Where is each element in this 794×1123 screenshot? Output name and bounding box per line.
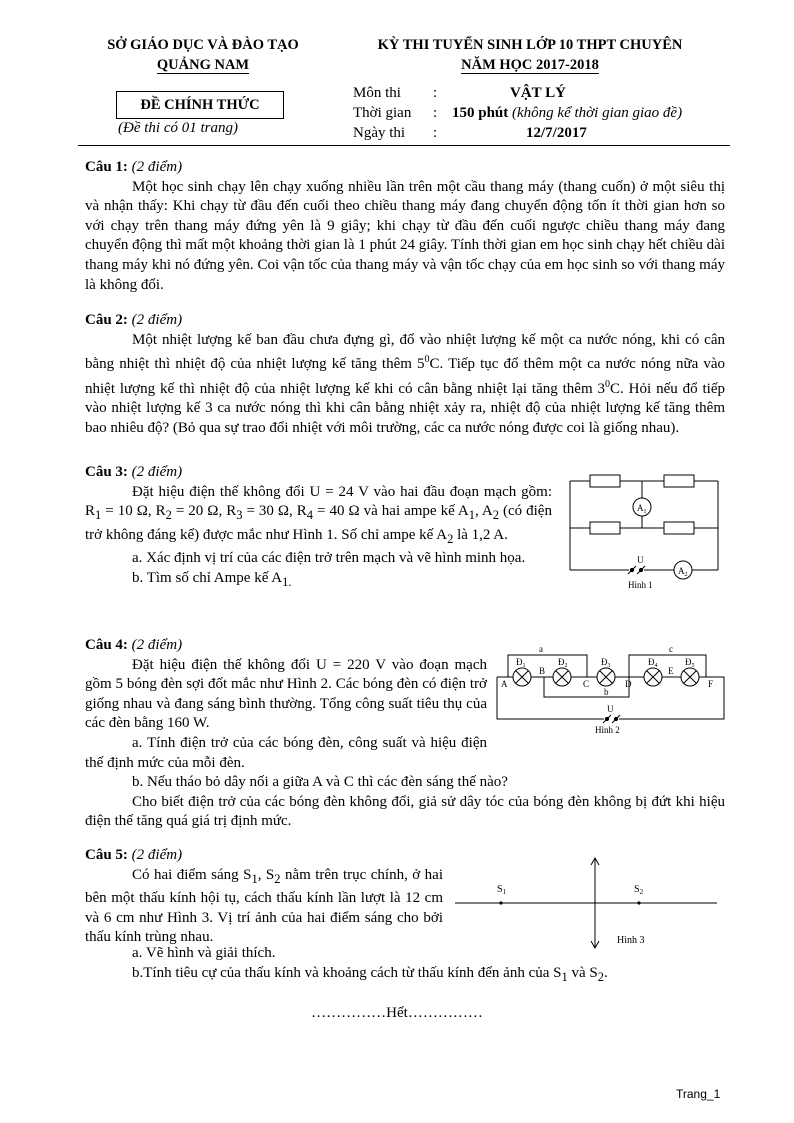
figure-3-lens bbox=[455, 855, 720, 950]
q3-t4: = 30 Ω, R bbox=[242, 503, 307, 520]
label-d4: $Đ_4$ bbox=[648, 657, 658, 669]
degree-sup: 0 bbox=[424, 354, 430, 366]
q5-b1: b.Tính tiêu cự của thấu kính và khoảng cách từ thấu kính đến ảnh của S bbox=[132, 964, 562, 981]
node-e: E bbox=[668, 666, 674, 676]
time-colon: : bbox=[433, 105, 438, 121]
question-2 bbox=[85, 311, 725, 439]
node-f: F bbox=[708, 679, 714, 689]
node-d: D bbox=[625, 679, 632, 689]
time-label: Thời gian bbox=[353, 105, 412, 121]
school-year-label: NĂM HỌC 2017-2018 bbox=[461, 57, 599, 73]
sub: 3 bbox=[236, 508, 243, 523]
department-name: SỞ GIÁO DỤC VÀ ĐÀO TẠO bbox=[107, 37, 299, 53]
label-d5: $Đ_5$ bbox=[685, 657, 695, 669]
end-marker: ……………Hết…………… bbox=[311, 1005, 483, 1021]
time-value bbox=[452, 105, 682, 122]
a1-label: $A_1$ bbox=[637, 503, 647, 515]
q5-b3: . bbox=[603, 964, 608, 981]
resistor-top-right bbox=[664, 475, 694, 487]
degree-sup: 0 bbox=[605, 378, 611, 390]
q5-t1: Có hai điểm sáng S bbox=[132, 866, 252, 883]
sub: 2 bbox=[492, 508, 499, 523]
node-c: C bbox=[583, 679, 590, 689]
q2-text-a: Một nhiệt lượng kế ban đầu chưa đựng gì, đổ vào nhiệt lượng kế một ca nước nóng, khi có cân bằng nhiệt thì nhiệt độ của nhiệt lượng kế tăng thêm 5 bbox=[85, 331, 725, 373]
question-5 bbox=[85, 846, 443, 948]
exam-title: KỲ THI TUYỂN SINH LỚP 10 THPT CHUYÊN bbox=[377, 37, 683, 53]
q3-part-a: a. Xác định vị trí của các điện trở trên mạch và vẽ hình minh họa. bbox=[132, 550, 526, 567]
q3-part-b bbox=[85, 569, 552, 593]
wire-b-label: b bbox=[604, 687, 609, 697]
sub-dot: . bbox=[288, 574, 292, 589]
u-label: U bbox=[607, 704, 614, 714]
sub: 1 bbox=[251, 871, 258, 886]
subject-label: Môn thi bbox=[353, 85, 401, 101]
q2-points: (2 điểm) bbox=[131, 312, 183, 328]
question-4-cont bbox=[85, 773, 725, 832]
q5-b2: và S bbox=[567, 964, 598, 981]
q5-part-b bbox=[85, 964, 725, 988]
date-label: Ngày thi bbox=[353, 125, 406, 141]
q5-part-a: a. Vẽ hình và giải thích. bbox=[132, 945, 276, 961]
q2-text-b: C. Tiếp tục đổ thêm một ca nước nóng nữa vào nhiệt lượng kế thì nhiệt độ của nhiệt lượng kế khi có cân bằng nhiệt lại tăng thêm 3 bbox=[85, 356, 725, 397]
q3-t2: = 10 Ω, R bbox=[101, 503, 166, 520]
q3-part-b-text: b. Tìm số chỉ Ampe kế A bbox=[132, 569, 283, 586]
time-note: (không kể thời gian giao đề) bbox=[512, 105, 683, 121]
wire-a-label: a bbox=[539, 644, 543, 654]
header-rule bbox=[78, 145, 730, 146]
q2-text bbox=[85, 331, 725, 439]
time-minutes: 150 phút bbox=[452, 105, 509, 121]
date-colon: : bbox=[433, 125, 438, 141]
q5-text bbox=[85, 866, 443, 948]
q4-points: (2 điểm) bbox=[131, 637, 183, 653]
q3-title: Câu 3: bbox=[85, 464, 128, 480]
figure-3-caption: Hình 3 bbox=[617, 935, 645, 946]
province-name bbox=[78, 57, 328, 74]
label-d1: $Đ_1$ bbox=[516, 657, 526, 669]
label-d3: $Đ_3$ bbox=[601, 657, 611, 669]
label-s1: $S_1$ bbox=[497, 884, 507, 896]
q4-note: Cho biết điện trở của các bóng đèn không đổi, giả sử dây tóc của bóng đèn không bị đứt khi hiệu điện thế tăng quá giá trị định mức. bbox=[85, 793, 725, 830]
date-value: 12/7/2017 bbox=[526, 125, 587, 141]
q4-title: Câu 4: bbox=[85, 637, 128, 653]
q3-t1: Đặt hiệu điện thế không đổi U = 24 V vào hai đầu đoạn mạch gồm: R bbox=[85, 483, 552, 520]
sub-digit: 1 bbox=[282, 574, 289, 589]
node-a: A bbox=[501, 679, 508, 689]
school-year bbox=[330, 57, 730, 74]
figure-2-circuit bbox=[492, 643, 730, 738]
q5-points: (2 điểm) bbox=[131, 847, 183, 863]
q1-points: (2 điểm) bbox=[131, 159, 183, 175]
resistor-bottom-right bbox=[664, 522, 694, 534]
label-d2: $Đ_2$ bbox=[558, 657, 568, 669]
u-label: U bbox=[637, 555, 644, 565]
q3-points: (2 điểm) bbox=[131, 464, 183, 480]
sub: 1 bbox=[95, 508, 102, 523]
figure-1-circuit bbox=[560, 470, 730, 595]
sub: 2 bbox=[165, 508, 172, 523]
q3-t3: = 20 Ω, R bbox=[171, 503, 237, 520]
sub: 2 bbox=[447, 531, 454, 546]
q2-text-c: C. Hỏi nếu đổ tiếp vào nhiệt lượng kế 3 ca nước nóng thì khi cân bằng nhiệt xảy ra, nhiệt độ của nhiệt lượng kế tăng thêm bao nhiêu độ? (Bỏ qua sự trao đổi nhiệt với môi trường, các ca nước nóng được coi là giống nhau). bbox=[85, 380, 725, 436]
point-s2 bbox=[637, 901, 640, 904]
sub: 1 bbox=[561, 969, 568, 984]
a2-label: $A_2$ bbox=[678, 566, 688, 578]
sub: 4 bbox=[306, 508, 314, 523]
q1-title: Câu 1: bbox=[85, 159, 128, 175]
q3-t7: (có điện trở không đáng kể) được mắc như Hình 1. Số chỉ ampe kế A bbox=[85, 503, 552, 543]
resistor-bottom-left bbox=[590, 522, 620, 534]
q4-text: Đặt hiệu điện thế không đổi U = 220 V vào đoạn mạch gồm 5 bóng đèn sợi đốt mắc như Hình 2. Các bóng đèn có điện trở giống nhau và đang sáng bình thường. Tổng công suất tiêu thụ của các đèn bằng 160 W. bbox=[85, 656, 487, 732]
question-5-cont bbox=[85, 944, 725, 987]
sub: 1 bbox=[468, 508, 475, 523]
page-number: Trang_1 bbox=[676, 1087, 721, 1101]
q2-title: Câu 2: bbox=[85, 312, 128, 328]
q5-title: Câu 5: bbox=[85, 847, 128, 863]
point-s1 bbox=[499, 901, 502, 904]
subject-value: VẬT LÝ bbox=[510, 85, 566, 101]
q3-t8: là 1,2 A. bbox=[453, 526, 508, 543]
q3-text bbox=[85, 483, 552, 550]
q5-t2: , S bbox=[257, 866, 275, 883]
figure-1-caption: Hình 1 bbox=[628, 580, 653, 590]
wire-c-label: c bbox=[669, 644, 673, 654]
q1-text: Một học sinh chạy lên chạy xuống nhiều lần trên một cầu thang máy (thang cuốn) ở một siêu thị và nhận thấy: Khi chạy từ đầu đến cuối theo chiều thang máy đang chuyển động tốn ít thời gian hơn so với chạy trên thang máy đứng yên là 9 giây; khi chạy từ đầu đến cuối ngược chiều thang máy đang chuyển động thì mất một khoảng thời gian là 1 phút 24 giây. Tính thời gian em học sinh chạy hết chiều dài thang máy khi nó đứng yên. Coi vận tốc của thang máy và vận tốc chạy của em học sinh so với thang máy là không đổi. bbox=[85, 178, 725, 293]
figure-2-caption: Hình 2 bbox=[595, 725, 620, 735]
q3-t6: , A bbox=[474, 503, 493, 520]
pages-note: (Đề thi có 01 trang) bbox=[118, 120, 238, 136]
label-s2: $S_2$ bbox=[634, 884, 644, 896]
q5-t3: nằm trên trục chính, ở hai bên một thấu kính hội tụ, cách thấu kính lần lượt là 12 cm và 6 cm như Hình 3. Vị trí ảnh của hai điểm sáng cho bởi thấu kính trùng nhau. bbox=[85, 866, 443, 946]
question-3 bbox=[85, 463, 552, 593]
q4-part-a: a. Tính điện trở của các bóng đèn, công suất và hiệu điện thế định mức của mỗi đèn. bbox=[85, 734, 487, 771]
sub bbox=[282, 575, 291, 589]
q3-t5: = 40 Ω và hai ampe kế A bbox=[313, 503, 469, 520]
subject-colon: : bbox=[433, 85, 438, 101]
question-1 bbox=[85, 158, 725, 295]
province-label: QUẢNG NAM bbox=[156, 57, 250, 73]
node-b: B bbox=[539, 666, 546, 676]
official-stamp: ĐỀ CHÍNH THỨC bbox=[116, 91, 284, 119]
q4-part-b: b. Nếu tháo bỏ dây nối a giữa A và C thì các đèn sáng thế nào? bbox=[132, 774, 508, 790]
question-4 bbox=[85, 636, 487, 773]
resistor-top-left bbox=[590, 475, 620, 487]
sub: 2 bbox=[274, 871, 281, 886]
sub: 2 bbox=[597, 969, 604, 984]
